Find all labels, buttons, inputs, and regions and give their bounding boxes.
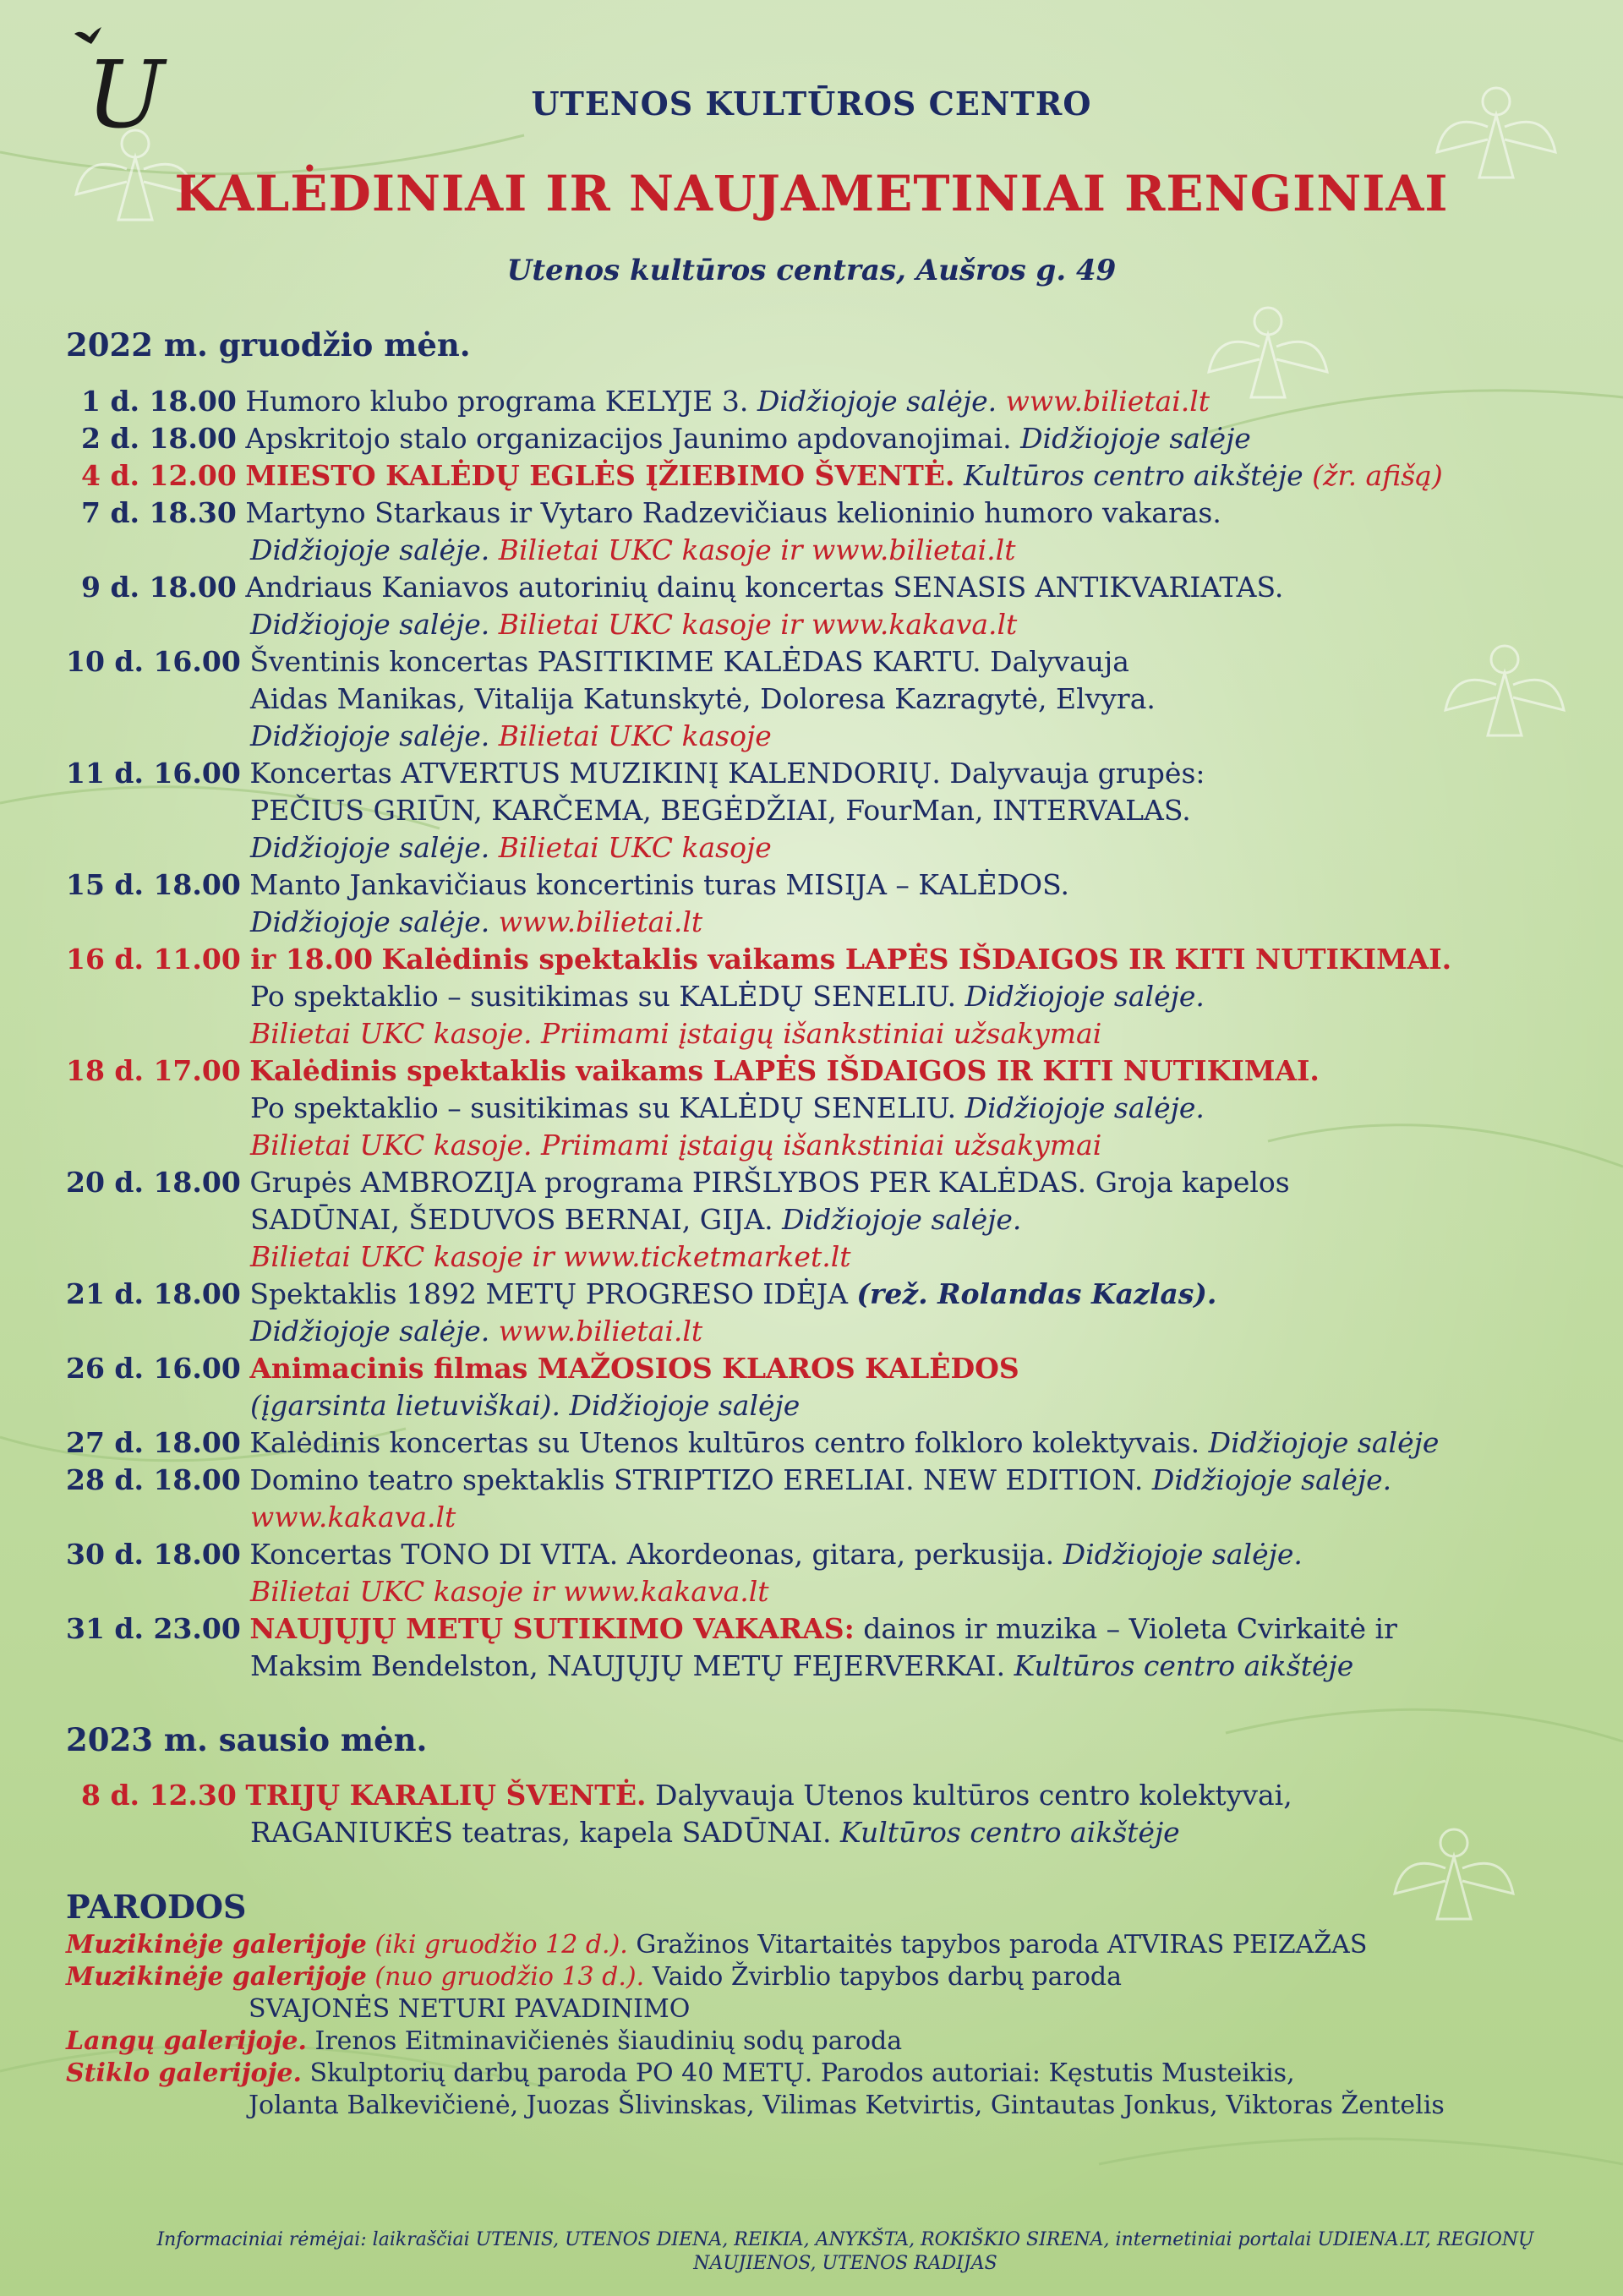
exhibition-item: Stiklo galerijoje. Skulptorių darbų paroda PO 40 METŲ. Parodos autoriai: Kęstutis Musteikis, bbox=[66, 2058, 1295, 2088]
event-date: 28 d. 18.00 bbox=[66, 1463, 241, 1496]
event-line: 26 d. 16.00 Animacinis filmas MAŽOSIOS KLAROS KALĖDOS bbox=[66, 1352, 1019, 1385]
event-line-cont: Bilietai UKC kasoje. Priimami įstaigų išankstiniai užsakymai bbox=[250, 1017, 1102, 1050]
month-heading-december: 2022 m. gruodžio mėn. bbox=[66, 326, 471, 364]
event-line-cont: SADŪNAI, ŠEDUVOS BERNAI, GIJA. Didžiojoje salėje. bbox=[250, 1203, 1022, 1236]
event-date: 31 d. 23.00 bbox=[66, 1612, 241, 1645]
event-line-cont: Didžiojoje salėje. www.bilietai.lt bbox=[250, 1315, 703, 1348]
event-date: 27 d. 18.00 bbox=[66, 1426, 241, 1459]
page-title: KALĖDINIAI IR NAUJAMETINIAI RENGINIAI bbox=[174, 165, 1449, 222]
event-date: 2 d. 18.00 bbox=[81, 422, 237, 455]
sponsors-footer: Informaciniai rėmėjai: laikraščiai UTENIS, UTENOS DIENA, REIKIA, ANYKŠTA, ROKIŠKIO SIRENA, internetiniai portalai UDIENA.LT, REGIONŲ NAUJIENOS, UTENOS RADIJAS bbox=[156, 2229, 1534, 2274]
event-line: 21 d. 18.00 Spektaklis 1892 METŲ PROGRESO IDĖJA (rež. Rolandas Kazlas). bbox=[66, 1277, 1217, 1310]
event-line-cont: (įgarsinta lietuviškai). Didžiojoje salėje bbox=[250, 1389, 801, 1422]
event-line-cont: PEČIUS GRIŪN, KARČEMA, BEGĖDŽIAI, FourMan, INTERVALAS. bbox=[250, 794, 1191, 827]
event-line: 11 d. 16.00 Koncertas ATVERTUS MUZIKINĮ KALENDORIŲ. Dalyvauja grupės: bbox=[66, 757, 1205, 790]
event-line-cont: Bilietai UKC kasoje ir www.kakava.lt bbox=[250, 1575, 769, 1608]
event-line: 1 d. 18.00 Humoro klubo programa KELYJE 3. Didžiojoje salėje. www.bilietai.lt bbox=[81, 385, 1210, 418]
event-date: 9 d. 18.00 bbox=[81, 571, 237, 604]
event-line: 8 d. 12.30 TRIJŲ KARALIŲ ŠVENTĖ. Dalyvauja Utenos kultūros centro kolektyvai, bbox=[81, 1779, 1292, 1812]
event-line: 18 d. 17.00 Kalėdinis spektaklis vaikams LAPĖS IŠDAIGOS IR KITI NUTIKIMAI. bbox=[66, 1054, 1320, 1087]
logo-letter: U bbox=[86, 41, 165, 149]
event-line-cont: Po spektaklio – susitikimas su KALĖDŲ SENELIU. Didžiojoje salėje. bbox=[250, 1091, 1205, 1124]
month-heading-january: 2023 m. sausio mėn. bbox=[66, 1721, 428, 1758]
event-line-cont: Aidas Manikas, Vitalija Katunskytė, Doloresa Kazragytė, Elvyra. bbox=[250, 682, 1156, 715]
venue-address: Utenos kultūros centras, Aušros g. 49 bbox=[506, 254, 1117, 287]
event-date: 1 d. 18.00 bbox=[81, 385, 237, 418]
event-date: 21 d. 18.00 bbox=[66, 1277, 241, 1310]
event-line: 27 d. 18.00 Kalėdinis koncertas su Utenos kultūros centro folkloro kolektyvais. Didžiojoje salėje bbox=[66, 1426, 1440, 1459]
event-line: 7 d. 18.30 Martyno Starkaus ir Vytaro Radzevičiaus kelioninio humoro vakaras. bbox=[81, 496, 1221, 529]
event-line: 10 d. 16.00 Šventinis koncertas PASITIKIME KALĖDAS KARTU. Dalyvauja bbox=[66, 645, 1129, 678]
event-line: 20 d. 18.00 Grupės AMBROZIJA programa PIRŠLYBOS PER KALĖDAS. Groja kapelos bbox=[66, 1166, 1290, 1199]
event-line-cont: www.kakava.lt bbox=[250, 1501, 456, 1533]
event-date: 30 d. 18.00 bbox=[66, 1538, 241, 1571]
event-line-cont: Bilietai UKC kasoje ir www.ticketmarket.lt bbox=[250, 1240, 851, 1273]
event-line-cont: Didžiojoje salėje. Bilietai UKC kasoje bbox=[250, 831, 772, 864]
event-line: 28 d. 18.00 Domino teatro spektaklis STRIPTIZO ERELIAI. NEW EDITION. Didžiojoje salėje. bbox=[66, 1463, 1392, 1496]
exhibition-item: Langų galerijoje. Irenos Eitminavičienės šiaudinių sodų paroda bbox=[66, 2026, 903, 2056]
event-line: 30 d. 18.00 Koncertas TONO DI VITA. Akordeonas, gitara, perkusija. Didžiojoje salėje. bbox=[66, 1538, 1303, 1571]
event-line: 31 d. 23.00 NAUJŲJŲ METŲ SUTIKIMO VAKARAS: dainos ir muzika – Violeta Cvirkaitė ir bbox=[66, 1612, 1397, 1645]
event-line-cont: Didžiojoje salėje. Bilietai UKC kasoje bbox=[250, 719, 772, 752]
event-date: 18 d. 17.00 bbox=[66, 1054, 241, 1087]
event-date: 8 d. 12.30 bbox=[81, 1779, 237, 1812]
event-date: 4 d. 12.00 bbox=[81, 459, 237, 492]
event-line-cont: Didžiojoje salėje. Bilietai UKC kasoje ir www.bilietai.lt bbox=[250, 533, 1016, 566]
event-line-cont: Maksim Bendelston, NAUJŲJŲ METŲ FEJERVERKAI. Kultūros centro aikštėje bbox=[250, 1649, 1354, 1682]
exhibition-item: Muzikinėje galerijoje (iki gruodžio 12 d.). Gražinos Vitartaitės tapybos paroda ATVIRAS PEIZAŽAS bbox=[66, 1930, 1368, 1960]
event-line: 9 d. 18.00 Andriaus Kaniavos autorinių dainų koncertas SENASIS ANTIKVARIATAS. bbox=[81, 571, 1284, 604]
event-line-cont: Bilietai UKC kasoje. Priimami įstaigų išankstiniai užsakymai bbox=[250, 1129, 1102, 1162]
event-date: 15 d. 18.00 bbox=[66, 868, 241, 901]
event-date: 7 d. 18.30 bbox=[81, 496, 237, 529]
event-line: 4 d. 12.00 MIESTO KALĖDŲ EGLĖS ĮŽIEBIMO ŠVENTĖ. Kultūros centro aikštėje (žr. afišą) bbox=[81, 459, 1443, 492]
event-date: 10 d. 16.00 bbox=[66, 645, 241, 678]
event-line: 16 d. 11.00 ir 18.00 Kalėdinis spektaklis vaikams LAPĖS IŠDAIGOS IR KITI NUTIKIMAI. bbox=[66, 943, 1452, 976]
event-date: 26 d. 16.00 bbox=[66, 1352, 241, 1385]
event-line-cont: Didžiojoje salėje. Bilietai UKC kasoje ir www.kakava.lt bbox=[250, 608, 1018, 641]
exhibitions-heading: PARODOS bbox=[66, 1888, 247, 1926]
event-line: 15 d. 18.00 Manto Jankavičiaus koncertinis turas MISIJA – KALĖDOS. bbox=[66, 868, 1069, 901]
exhibition-item: Muzikinėje galerijoje (nuo gruodžio 13 d.). Vaido Žvirblio tapybos darbų paroda bbox=[66, 1962, 1122, 1992]
event-line-cont: RAGANIUKĖS teatras, kapela SADŪNAI. Kultūros centro aikštėje bbox=[250, 1816, 1180, 1849]
exhibition-item-cont: SVAJONĖS NETURI PAVADINIMO bbox=[249, 1994, 691, 2024]
event-line: 2 d. 18.00 Apskritojo stalo organizacijos Jaunimo apdovanojimai. Didžiojoje salėje bbox=[81, 422, 1251, 455]
event-date: 20 d. 18.00 bbox=[66, 1166, 241, 1199]
exhibition-item-cont: Jolanta Balkevičienė, Juozas Šlivinskas, Vilimas Ketvirtis, Gintautas Jonkus, Viktoras Žentelis bbox=[249, 2091, 1445, 2120]
event-line-cont: Didžiojoje salėje. www.bilietai.lt bbox=[250, 905, 703, 938]
event-date: 16 d. 11.00 ir 18.00 bbox=[66, 943, 374, 976]
event-date: 11 d. 16.00 bbox=[66, 757, 241, 790]
event-line-cont: Po spektaklio – susitikimas su KALĖDŲ SENELIU. Didžiojoje salėje. bbox=[250, 980, 1205, 1013]
org-heading: UTENOS KULTŪROS CENTRO bbox=[531, 85, 1092, 123]
